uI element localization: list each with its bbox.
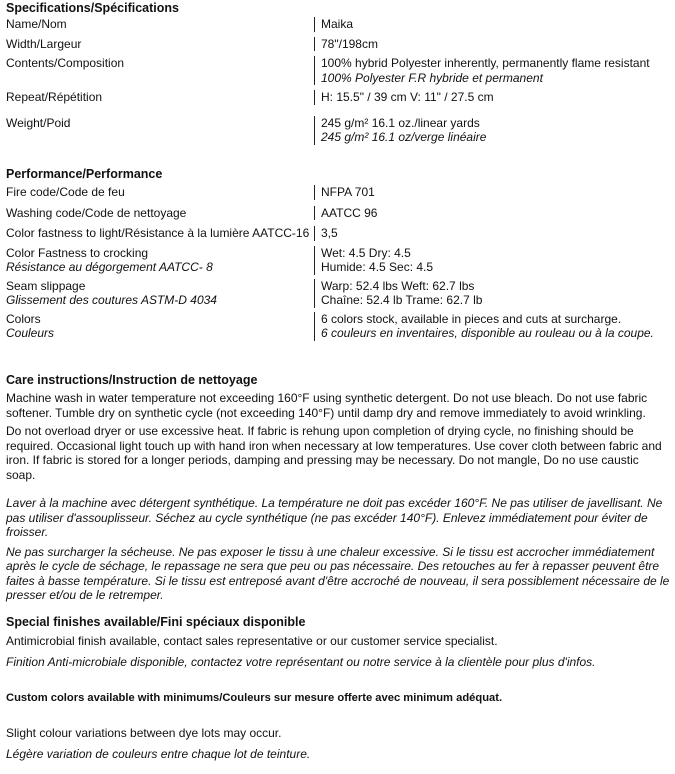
finishes-heading: Special finishes available/Fini spéciaux disponible — [6, 615, 306, 629]
spec-value-fr: 100% Polyester F.R hybride et permanent — [321, 70, 543, 85]
perf-label-fr: Couleurs — [6, 326, 55, 340]
perf-row-colors — [6, 312, 670, 341]
finishes-section — [6, 614, 670, 669]
specifications-section — [6, 0, 670, 145]
perf-value-fr: Humide: 4.5 Sec: 4.5 — [321, 260, 434, 274]
perf-value-en: Wet: 4.5 Dry: 4.5 — [321, 245, 411, 260]
perf-label: Washing code/Code de nettoyage — [6, 205, 187, 220]
care-paragraph-en-1: Machine wash in water temperature not exceeding 160°F using synthetic detergent. Do not use bleach. Do not use fabric softener. Tumble dry on synthetic cycle (not exceeding 140°F) until damp dry and remove immediately to avoid wrinkling. — [6, 391, 648, 420]
perf-value-fr: 6 couleurs en inventaires, disponible au rouleau ou à la coupe. — [321, 326, 654, 340]
perf-value-fr: Chaîne: 52.4 lb Trame: 62.7 lb — [321, 293, 483, 307]
perf-value — [314, 246, 670, 275]
perf-label-fr: Glissement des coutures ASTM-D 4034 — [6, 293, 217, 307]
spec-row-contents — [6, 56, 670, 85]
perf-label-en: Color Fastness to crocking — [6, 245, 149, 260]
specifications-heading: Specifications/Spécifications — [6, 1, 179, 15]
custom-colors-section — [6, 690, 670, 706]
perf-label — [6, 246, 314, 275]
care-paragraph-en-2: Do not overload dryer or use excessive heat. If fabric is rehung upon completion of drying cycle, no finishing should be required. Occasional light touch up with hand iron when necessary at low temperatures. Use cover cloth between fabric and iron. If fabric is stored for a longer periods, damping and pressing may be necessary. Do not mangle, Do no use caustic soap. — [6, 424, 662, 482]
spec-value — [314, 56, 670, 85]
variation-text-fr: Légère variation de couleurs entre chaque lot de teinture. — [6, 746, 311, 761]
variation-section — [6, 726, 670, 761]
perf-label-en: Seam slippage — [6, 278, 86, 293]
perf-row-light — [6, 226, 670, 241]
spec-row-weight — [6, 116, 670, 145]
custom-colors-heading: Custom colors available with minimums/Couleurs sur mesure offerte avec minimum adéquat. — [6, 692, 503, 704]
perf-value: NFPA 701 — [314, 185, 670, 200]
spec-row-repeat — [6, 90, 670, 105]
spec-value-fr: 245 g/m² 16.1 oz/verge linéaire — [321, 130, 487, 144]
perf-label — [6, 279, 314, 308]
perf-row-crocking — [6, 246, 670, 275]
spec-value: 78"/198cm — [314, 37, 670, 52]
spec-label: Width/Largeur — [6, 36, 82, 51]
spec-label: Contents/Composition — [6, 56, 125, 70]
spec-value: Maika — [314, 17, 670, 32]
perf-label-fr: Résistance au dégorgement AATCC- 8 — [6, 260, 213, 274]
spec-row-name — [6, 17, 670, 32]
perf-row-washing — [6, 206, 670, 221]
care-heading: Care instructions/Instruction de nettoyage — [6, 373, 258, 387]
spec-row-width — [6, 37, 670, 52]
perf-row-seam — [6, 279, 670, 308]
perf-value-en: 6 colors stock, available in pieces and cuts at surcharge. — [321, 311, 622, 326]
perf-label: Color fastness to light/Résistance à la lumière AATCC-16 — [6, 226, 310, 240]
perf-value — [314, 312, 670, 341]
perf-label: Fire code/Code de feu — [6, 185, 125, 199]
perf-label — [6, 312, 314, 341]
care-section — [6, 372, 670, 603]
perf-value-en: Warp: 52.4 lbs Weft: 62.7 lbs — [321, 278, 475, 293]
performance-heading: Performance/Performance — [6, 167, 163, 181]
care-paragraph-fr-1: Laver à la machine avec détergent synthétique. La température ne doit pas excéder 160°F. Ne pas utiliser de javellisant. Ne pas utiliser d'assouplisseur. Séchez au cycle synthétique (ne pas excéder 140°F). Enlevez immédiatement pour éviter de froisser. — [6, 496, 663, 539]
perf-value — [314, 279, 670, 308]
variation-text-en: Slight colour variations between dye lots may occur. — [6, 726, 282, 740]
perf-row-fire — [6, 185, 670, 200]
spec-value: H: 15.5" / 39 cm V: 11" / 27.5 cm — [314, 90, 670, 105]
spec-value-en: 245 g/m² 16.1 oz./linear yards — [321, 115, 480, 130]
spec-label: Name/Nom — [6, 17, 67, 31]
spec-value-en: 100% hybrid Polyester inherently, permanently flame resistant — [321, 56, 650, 70]
performance-section — [6, 166, 670, 341]
perf-label-en: Colors — [6, 311, 41, 326]
perf-value: AATCC 96 — [314, 206, 670, 221]
care-paragraph-fr-2: Ne pas surcharger la sécheuse. Ne pas exposer le tissu à une chaleur excessive. Si le tissu est accrocher immédiatement après le cycle de séchage, le repassage ne sera que peu ou pas nécessaire. Des retouches au fer à repasser peuvent être faites à basse température. Si le tissu est entreposé avant d'être accroché de nouveau, il sera possiblement nécessaire de le presser et/ou de le retremper. — [6, 544, 670, 602]
spec-value — [314, 116, 670, 145]
finishes-text-fr: Finition Anti-microbiale disponible, contactez votre représentant ou notre service à la clientèle pour plus d'infos. — [6, 654, 596, 669]
perf-value: 3,5 — [314, 226, 670, 241]
finishes-text-en: Antimicrobial finish available, contact sales representative or our customer service specialist. — [6, 634, 498, 648]
spec-label: Repeat/Répétition — [6, 90, 103, 104]
spec-label: Weight/Poid — [6, 115, 71, 130]
